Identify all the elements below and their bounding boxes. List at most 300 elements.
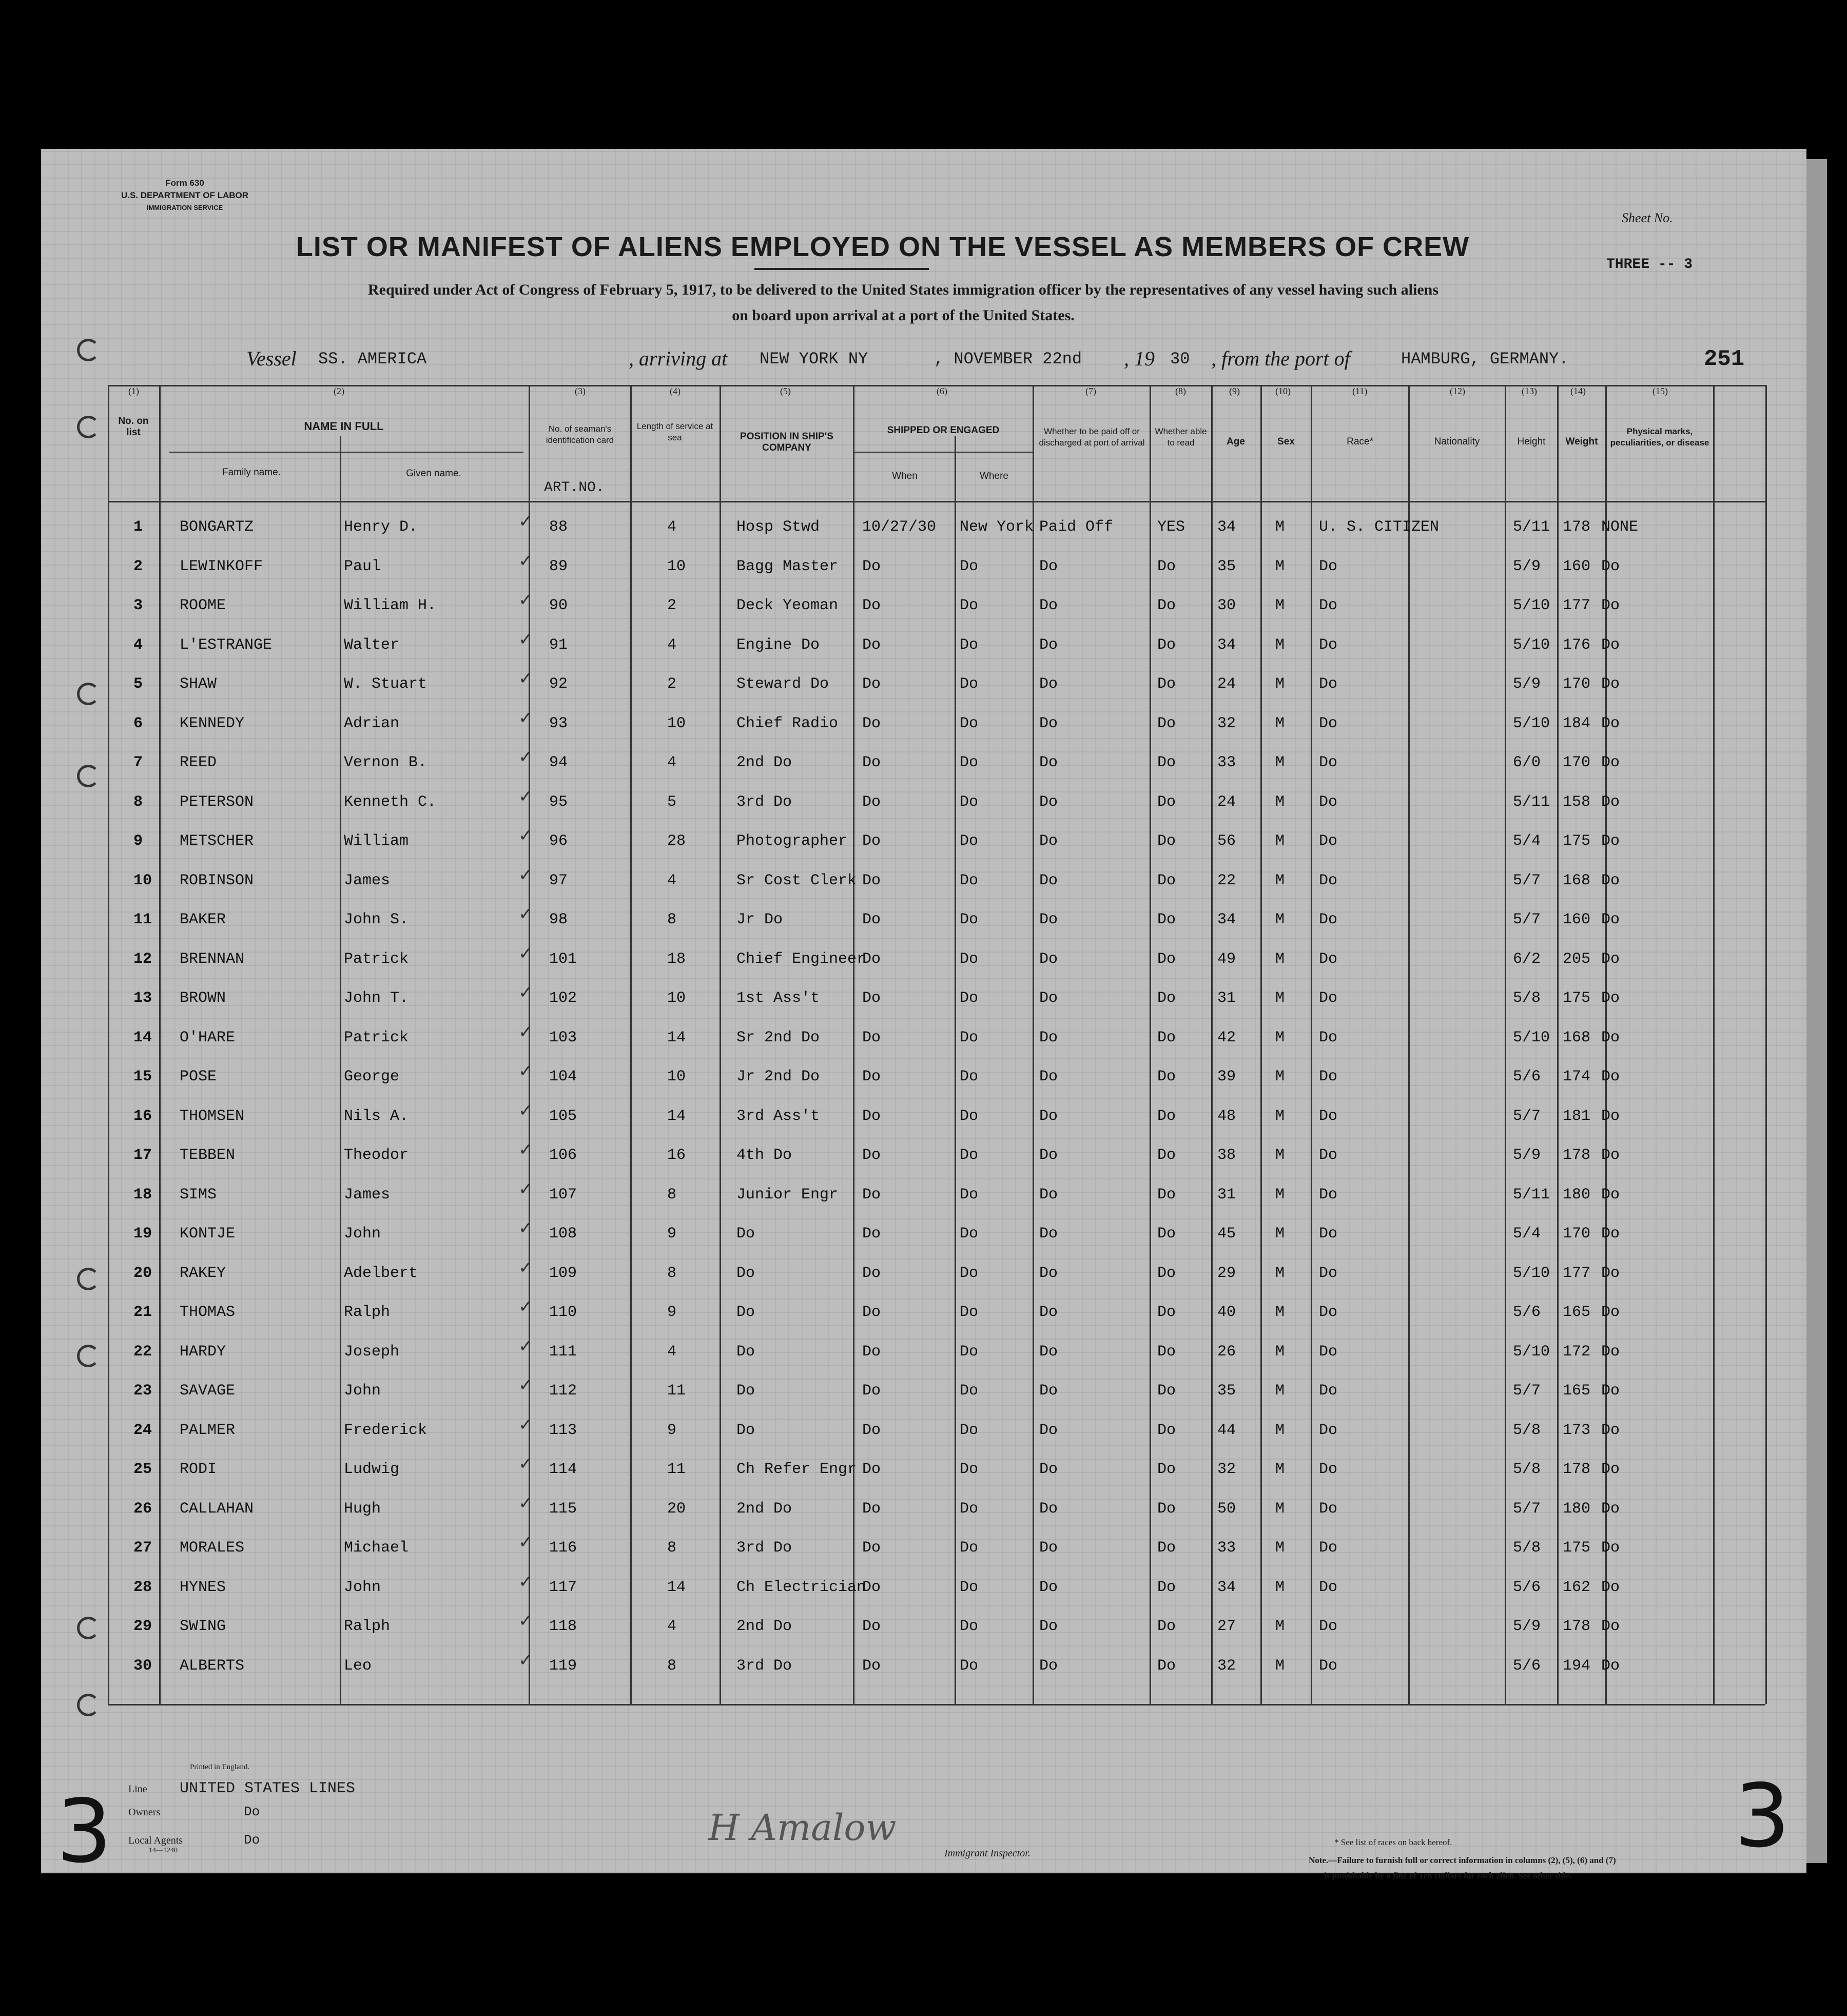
able-to-read: Do bbox=[1157, 675, 1176, 693]
form-number: Form 630 bbox=[165, 178, 204, 188]
header-where: Where bbox=[980, 471, 1008, 481]
printed-note: Printed in England. bbox=[190, 1763, 250, 1771]
shipped-when: Do bbox=[862, 1304, 881, 1321]
position: 2nd Do bbox=[736, 1618, 792, 1635]
col-num-6: (6) bbox=[937, 386, 947, 396]
id-card-number: 91 bbox=[549, 636, 568, 654]
id-card-number: 88 bbox=[549, 518, 568, 536]
sex: M bbox=[1275, 714, 1285, 732]
age: 45 bbox=[1217, 1225, 1236, 1243]
sex: M bbox=[1275, 1421, 1285, 1439]
physical-marks: Do bbox=[1601, 1107, 1620, 1125]
position: Ch Refer Engr bbox=[736, 1461, 857, 1478]
length-of-service: 10 bbox=[667, 714, 686, 732]
header-when: When bbox=[892, 471, 918, 481]
col-num-15: (15) bbox=[1652, 386, 1668, 396]
sex: M bbox=[1275, 518, 1285, 536]
owners-label: Owners bbox=[128, 1807, 161, 1818]
family-name: PALMER bbox=[180, 1421, 236, 1439]
row-number: 16 bbox=[133, 1107, 152, 1125]
id-card-number: 108 bbox=[549, 1225, 577, 1243]
position: 2nd Do bbox=[736, 1500, 792, 1518]
page-number: 251 bbox=[1704, 346, 1745, 372]
position: Do bbox=[736, 1343, 755, 1361]
shipped-when: Do bbox=[862, 1657, 881, 1675]
able-to-read: Do bbox=[1157, 1382, 1176, 1400]
sex: M bbox=[1275, 1382, 1285, 1400]
binder-hole-icon bbox=[77, 339, 100, 361]
table-bottom-rule bbox=[108, 1704, 1765, 1705]
paid-off: Do bbox=[1039, 1500, 1058, 1518]
check-mark-icon: ✓ bbox=[518, 864, 533, 885]
height: 5/10 bbox=[1513, 714, 1550, 732]
header-length-service: Length of service at sea bbox=[636, 421, 713, 442]
sex: M bbox=[1275, 990, 1285, 1007]
row-number: 10 bbox=[133, 871, 152, 889]
age: 31 bbox=[1217, 990, 1236, 1007]
able-to-read: Do bbox=[1157, 911, 1176, 928]
paid-off: Do bbox=[1039, 1461, 1058, 1478]
row-number: 18 bbox=[133, 1186, 152, 1204]
height: 5/6 bbox=[1513, 1068, 1541, 1085]
inspector-label: Immigrant Inspector. bbox=[944, 1848, 1031, 1859]
subtitle bbox=[133, 277, 1673, 328]
physical-marks: Do bbox=[1601, 1539, 1620, 1557]
id-card-number: 114 bbox=[549, 1461, 577, 1478]
race: Do bbox=[1319, 714, 1338, 732]
age: 35 bbox=[1217, 557, 1236, 575]
line-value: UNITED STATES LINES bbox=[180, 1780, 356, 1797]
physical-marks: Do bbox=[1601, 1264, 1620, 1282]
physical-marks: Do bbox=[1601, 1147, 1620, 1164]
sex: M bbox=[1275, 1186, 1285, 1204]
col-num-1: (1) bbox=[128, 386, 139, 396]
header-id-card: No. of seaman's identification card bbox=[546, 424, 614, 445]
vessel-label: Vessel bbox=[246, 347, 297, 370]
check-mark-icon: ✓ bbox=[518, 1375, 533, 1395]
family-name: RAKEY bbox=[180, 1264, 226, 1282]
department: U.S. DEPARTMENT OF LABOR bbox=[121, 190, 249, 200]
given-name: John bbox=[344, 1382, 381, 1400]
shipped-when: Do bbox=[862, 1068, 881, 1085]
family-name: CALLAHAN bbox=[180, 1500, 254, 1518]
row-number: 28 bbox=[133, 1578, 152, 1596]
length-of-service: 10 bbox=[667, 557, 686, 575]
weight: 178 bbox=[1563, 1618, 1591, 1635]
height: 6/0 bbox=[1513, 754, 1541, 771]
race: Do bbox=[1319, 1068, 1338, 1085]
table-row bbox=[41, 707, 1806, 746]
shipped-where: Do bbox=[960, 1147, 979, 1164]
race: Do bbox=[1319, 675, 1338, 693]
position: Deck Yeoman bbox=[736, 597, 839, 614]
sex: M bbox=[1275, 1225, 1285, 1243]
shipped-where: Do bbox=[960, 1578, 979, 1596]
binder-hole-icon bbox=[77, 416, 100, 438]
length-of-service: 4 bbox=[667, 1618, 677, 1635]
manifest-sheet bbox=[41, 149, 1806, 1883]
shipped-when: Do bbox=[862, 950, 881, 968]
given-name: James bbox=[344, 871, 391, 889]
shipped-when: Do bbox=[862, 1461, 881, 1478]
shipped-when: Do bbox=[862, 1539, 881, 1557]
check-mark-icon: ✓ bbox=[518, 1453, 533, 1474]
position: Do bbox=[736, 1264, 755, 1282]
race: Do bbox=[1319, 1461, 1338, 1478]
position: Ch Electrician bbox=[736, 1578, 866, 1596]
given-name: John bbox=[344, 1578, 381, 1596]
col-num-9: (9) bbox=[1229, 386, 1240, 396]
paid-off: Do bbox=[1039, 1225, 1058, 1243]
position: Chief Engineer bbox=[736, 950, 866, 968]
name-header-rule bbox=[169, 452, 523, 453]
family-name: THOMSEN bbox=[180, 1107, 245, 1125]
form-code: 14—1240 bbox=[149, 1847, 178, 1854]
given-name: William H. bbox=[344, 597, 437, 614]
shipped-where: Do bbox=[960, 832, 979, 850]
given-name: William bbox=[344, 832, 409, 850]
physical-marks: Do bbox=[1601, 1186, 1620, 1204]
physical-marks: Do bbox=[1601, 1382, 1620, 1400]
height: 5/11 bbox=[1513, 793, 1550, 811]
weight: 178 bbox=[1563, 1461, 1591, 1478]
shipped-when: Do bbox=[862, 1500, 881, 1518]
race: Do bbox=[1319, 990, 1338, 1007]
able-to-read: Do bbox=[1157, 1343, 1176, 1361]
given-name: Ralph bbox=[344, 1618, 391, 1635]
col-num-3: (3) bbox=[575, 386, 586, 396]
given-name: Kenneth C. bbox=[344, 793, 437, 811]
header-given-name: Given name. bbox=[406, 468, 461, 479]
id-card-number: 113 bbox=[549, 1421, 577, 1439]
row-number: 17 bbox=[133, 1147, 152, 1164]
age: 56 bbox=[1217, 832, 1236, 850]
paid-off: Paid Off bbox=[1039, 518, 1114, 536]
physical-marks: Do bbox=[1601, 832, 1620, 850]
id-card-number: 102 bbox=[549, 990, 577, 1007]
shipped-where: Do bbox=[960, 675, 979, 693]
shipped-when: 10/27/30 bbox=[862, 518, 937, 536]
given-name: Henry D. bbox=[344, 518, 418, 536]
family-name: BAKER bbox=[180, 911, 226, 928]
weight: 172 bbox=[1563, 1343, 1591, 1361]
given-name: Hugh bbox=[344, 1500, 381, 1518]
given-name: Adrian bbox=[344, 714, 400, 732]
physical-marks: Do bbox=[1601, 871, 1620, 889]
paid-off: Do bbox=[1039, 1147, 1058, 1164]
table-row bbox=[41, 825, 1806, 863]
family-name: LEWINKOFF bbox=[180, 557, 263, 575]
race: Do bbox=[1319, 557, 1338, 575]
height: 5/4 bbox=[1513, 1225, 1541, 1243]
weight: 160 bbox=[1563, 557, 1591, 575]
height: 5/7 bbox=[1513, 1382, 1541, 1400]
family-name: ROOME bbox=[180, 597, 226, 614]
shipped-when: Do bbox=[862, 597, 881, 614]
position: Engine Do bbox=[736, 636, 820, 654]
age: 24 bbox=[1217, 675, 1236, 693]
id-card-prefix: ART.NO. bbox=[544, 480, 605, 496]
physical-marks: Do bbox=[1601, 911, 1620, 928]
paid-off: Do bbox=[1039, 871, 1058, 889]
row-number: 5 bbox=[133, 675, 143, 693]
paid-off: Do bbox=[1039, 1186, 1058, 1204]
id-card-number: 109 bbox=[549, 1264, 577, 1282]
physical-marks: Do bbox=[1601, 1029, 1620, 1046]
physical-marks: Do bbox=[1601, 793, 1620, 811]
length-of-service: 16 bbox=[667, 1147, 686, 1164]
paid-off: Do bbox=[1039, 636, 1058, 654]
length-of-service: 4 bbox=[667, 754, 677, 771]
length-of-service: 8 bbox=[667, 911, 677, 928]
table-row bbox=[41, 511, 1806, 549]
table-row bbox=[41, 1335, 1806, 1374]
given-name: W. Stuart bbox=[344, 675, 427, 693]
check-mark-icon: ✓ bbox=[518, 629, 533, 650]
race: Do bbox=[1319, 1382, 1338, 1400]
check-mark-icon: ✓ bbox=[518, 550, 533, 571]
page-title: LIST OR MANIFEST OF ALIENS EMPLOYED ON THE VESSEL AS MEMBERS OF CREW bbox=[296, 231, 1470, 262]
family-name: TEBBEN bbox=[180, 1147, 236, 1164]
shipped-when: Do bbox=[862, 714, 881, 732]
row-number: 27 bbox=[133, 1539, 152, 1557]
weight: 194 bbox=[1563, 1657, 1591, 1675]
physical-marks: NONE bbox=[1601, 518, 1639, 536]
length-of-service: 4 bbox=[667, 636, 677, 654]
shipped-where: Do bbox=[960, 1382, 979, 1400]
length-of-service: 14 bbox=[667, 1578, 686, 1596]
weight: 178 bbox=[1563, 1147, 1591, 1164]
race: Do bbox=[1319, 1343, 1338, 1361]
col-num-12: (12) bbox=[1450, 386, 1465, 396]
height: 5/8 bbox=[1513, 1461, 1541, 1478]
age: 48 bbox=[1217, 1107, 1236, 1125]
table-row bbox=[41, 1650, 1806, 1688]
given-name: Nils A. bbox=[344, 1107, 409, 1125]
col-num-7: (7) bbox=[1085, 386, 1096, 396]
header-nationality: Nationality bbox=[1434, 436, 1480, 447]
weight: 165 bbox=[1563, 1382, 1591, 1400]
able-to-read: Do bbox=[1157, 1461, 1176, 1478]
year-prefix: , 19 bbox=[1124, 347, 1155, 370]
family-name: O'HARE bbox=[180, 1029, 236, 1046]
race: Do bbox=[1319, 950, 1338, 968]
physical-marks: Do bbox=[1601, 1343, 1620, 1361]
vessel-name: SS. AMERICA bbox=[318, 350, 427, 369]
row-number: 11 bbox=[133, 911, 152, 928]
id-card-number: 92 bbox=[549, 675, 568, 693]
row-number: 23 bbox=[133, 1382, 152, 1400]
physical-marks: Do bbox=[1601, 1068, 1620, 1085]
header-paid-off: Whether to be paid off or discharged at port of arrival bbox=[1039, 427, 1145, 448]
weight: 175 bbox=[1563, 832, 1591, 850]
race: Do bbox=[1319, 754, 1338, 771]
age: 39 bbox=[1217, 1068, 1236, 1085]
family-name: ALBERTS bbox=[180, 1657, 245, 1675]
height: 5/10 bbox=[1513, 1343, 1550, 1361]
family-name: PETERSON bbox=[180, 793, 254, 811]
header-height: Height bbox=[1517, 436, 1546, 447]
length-of-service: 4 bbox=[667, 518, 677, 536]
shipped-when: Do bbox=[862, 871, 881, 889]
weight: 177 bbox=[1563, 1264, 1591, 1282]
height: 5/6 bbox=[1513, 1578, 1541, 1596]
weight: 180 bbox=[1563, 1186, 1591, 1204]
race: Do bbox=[1319, 1500, 1338, 1518]
position: 1st Ass't bbox=[736, 990, 820, 1007]
shipped-when: Do bbox=[862, 832, 881, 850]
shipped-where: Do bbox=[960, 597, 979, 614]
able-to-read: Do bbox=[1157, 754, 1176, 771]
height: 5/8 bbox=[1513, 1539, 1541, 1557]
paid-off: Do bbox=[1039, 950, 1058, 968]
row-number: 12 bbox=[133, 950, 152, 968]
height: 5/8 bbox=[1513, 990, 1541, 1007]
header-weight: Weight bbox=[1565, 436, 1598, 447]
given-name: Leo bbox=[344, 1657, 372, 1675]
shipped-when: Do bbox=[862, 1147, 881, 1164]
table-row bbox=[41, 1178, 1806, 1217]
shipped-where: Do bbox=[960, 950, 979, 968]
family-name: POSE bbox=[180, 1068, 217, 1085]
age: 32 bbox=[1217, 1657, 1236, 1675]
shipped-where: Do bbox=[960, 793, 979, 811]
age: 34 bbox=[1217, 518, 1236, 536]
race: Do bbox=[1319, 1107, 1338, 1125]
length-of-service: 20 bbox=[667, 1500, 686, 1518]
row-number: 19 bbox=[133, 1225, 152, 1243]
length-of-service: 8 bbox=[667, 1186, 677, 1204]
table-row bbox=[41, 1100, 1806, 1138]
paid-off: Do bbox=[1039, 714, 1058, 732]
family-name: BRENNAN bbox=[180, 950, 245, 968]
check-mark-icon: ✓ bbox=[518, 786, 533, 807]
col-num-4: (4) bbox=[670, 386, 681, 396]
family-name: SWING bbox=[180, 1618, 226, 1635]
family-name: L'ESTRANGE bbox=[180, 636, 273, 654]
family-name: KENNEDY bbox=[180, 714, 245, 732]
age: 38 bbox=[1217, 1147, 1236, 1164]
able-to-read: Do bbox=[1157, 1657, 1176, 1675]
able-to-read: Do bbox=[1157, 1539, 1176, 1557]
row-number: 24 bbox=[133, 1421, 152, 1439]
family-name: SIMS bbox=[180, 1186, 217, 1204]
paid-off: Do bbox=[1039, 1382, 1058, 1400]
length-of-service: 4 bbox=[667, 871, 677, 889]
able-to-read: Do bbox=[1157, 871, 1176, 889]
length-of-service: 4 bbox=[667, 1343, 677, 1361]
paid-off: Do bbox=[1039, 1539, 1058, 1557]
able-to-read: Do bbox=[1157, 1264, 1176, 1282]
position: Sr Cost Clerk bbox=[736, 871, 857, 889]
shipped-where: Do bbox=[960, 1657, 979, 1675]
able-to-read: Do bbox=[1157, 597, 1176, 614]
crew-table-body bbox=[41, 511, 1806, 1699]
race: Do bbox=[1319, 1421, 1338, 1439]
row-number: 21 bbox=[133, 1304, 152, 1321]
header-sex: Sex bbox=[1277, 436, 1295, 447]
header-able-read: Whether able to read bbox=[1155, 427, 1207, 448]
table-row bbox=[41, 1021, 1806, 1060]
service: IMMIGRATION SERVICE bbox=[146, 204, 223, 211]
table-row bbox=[41, 1375, 1806, 1413]
id-card-number: 110 bbox=[549, 1304, 577, 1321]
race: Do bbox=[1319, 793, 1338, 811]
sex: M bbox=[1275, 1107, 1285, 1125]
race: Do bbox=[1319, 1618, 1338, 1635]
col-num-8: (8) bbox=[1175, 386, 1186, 396]
able-to-read: Do bbox=[1157, 1421, 1176, 1439]
sex: M bbox=[1275, 911, 1285, 928]
check-mark-icon: ✓ bbox=[518, 1650, 533, 1671]
given-name: Joseph bbox=[344, 1343, 400, 1361]
id-card-number: 93 bbox=[549, 714, 568, 732]
position: 3rd Do bbox=[736, 793, 792, 811]
sex: M bbox=[1275, 1500, 1285, 1518]
weight: 178 bbox=[1563, 518, 1591, 536]
id-card-number: 104 bbox=[549, 1068, 577, 1085]
position: Do bbox=[736, 1382, 755, 1400]
check-mark-icon: ✓ bbox=[518, 1571, 533, 1592]
col-num-2: (2) bbox=[334, 386, 344, 396]
table-row bbox=[41, 1139, 1806, 1177]
shipped-when: Do bbox=[862, 1421, 881, 1439]
family-name: KONTJE bbox=[180, 1225, 236, 1243]
sex: M bbox=[1275, 1578, 1285, 1596]
weight: 173 bbox=[1563, 1421, 1591, 1439]
family-name: THOMAS bbox=[180, 1304, 236, 1321]
shipped-when: Do bbox=[862, 1264, 881, 1282]
penalty-note-line-1: Note.—Failure to furnish full or correct information in columns (2), (5), (6) and (7) bbox=[1309, 1855, 1616, 1865]
family-name: HARDY bbox=[180, 1343, 226, 1361]
physical-marks: Do bbox=[1601, 675, 1620, 693]
length-of-service: 14 bbox=[667, 1107, 686, 1125]
age: 22 bbox=[1217, 871, 1236, 889]
able-to-read: Do bbox=[1157, 1304, 1176, 1321]
height: 5/7 bbox=[1513, 1107, 1541, 1125]
able-to-read: YES bbox=[1157, 518, 1185, 536]
weight: 158 bbox=[1563, 793, 1591, 811]
age: 34 bbox=[1217, 911, 1236, 928]
able-to-read: Do bbox=[1157, 714, 1176, 732]
paid-off: Do bbox=[1039, 1264, 1058, 1282]
position: Jr Do bbox=[736, 911, 783, 928]
table-row bbox=[41, 864, 1806, 903]
paid-off: Do bbox=[1039, 1107, 1058, 1125]
shipped-when: Do bbox=[862, 754, 881, 771]
sex: M bbox=[1275, 1657, 1285, 1675]
shipped-when: Do bbox=[862, 1225, 881, 1243]
position: Photographer bbox=[736, 832, 848, 850]
physical-marks: Do bbox=[1601, 557, 1620, 575]
able-to-read: Do bbox=[1157, 832, 1176, 850]
sex: M bbox=[1275, 793, 1285, 811]
physical-marks: Do bbox=[1601, 714, 1620, 732]
title-underline bbox=[754, 268, 929, 270]
check-mark-icon: ✓ bbox=[518, 1611, 533, 1631]
paid-off: Do bbox=[1039, 1029, 1058, 1046]
shipped-where: Do bbox=[960, 1539, 979, 1557]
length-of-service: 18 bbox=[667, 950, 686, 968]
col-num-10: (10) bbox=[1275, 386, 1291, 396]
shipped-where: Do bbox=[960, 1500, 979, 1518]
race: Do bbox=[1319, 636, 1338, 654]
race: Do bbox=[1319, 911, 1338, 928]
sex: M bbox=[1275, 1029, 1285, 1046]
table-row bbox=[41, 550, 1806, 589]
shipped-when: Do bbox=[862, 911, 881, 928]
height: 5/10 bbox=[1513, 636, 1550, 654]
